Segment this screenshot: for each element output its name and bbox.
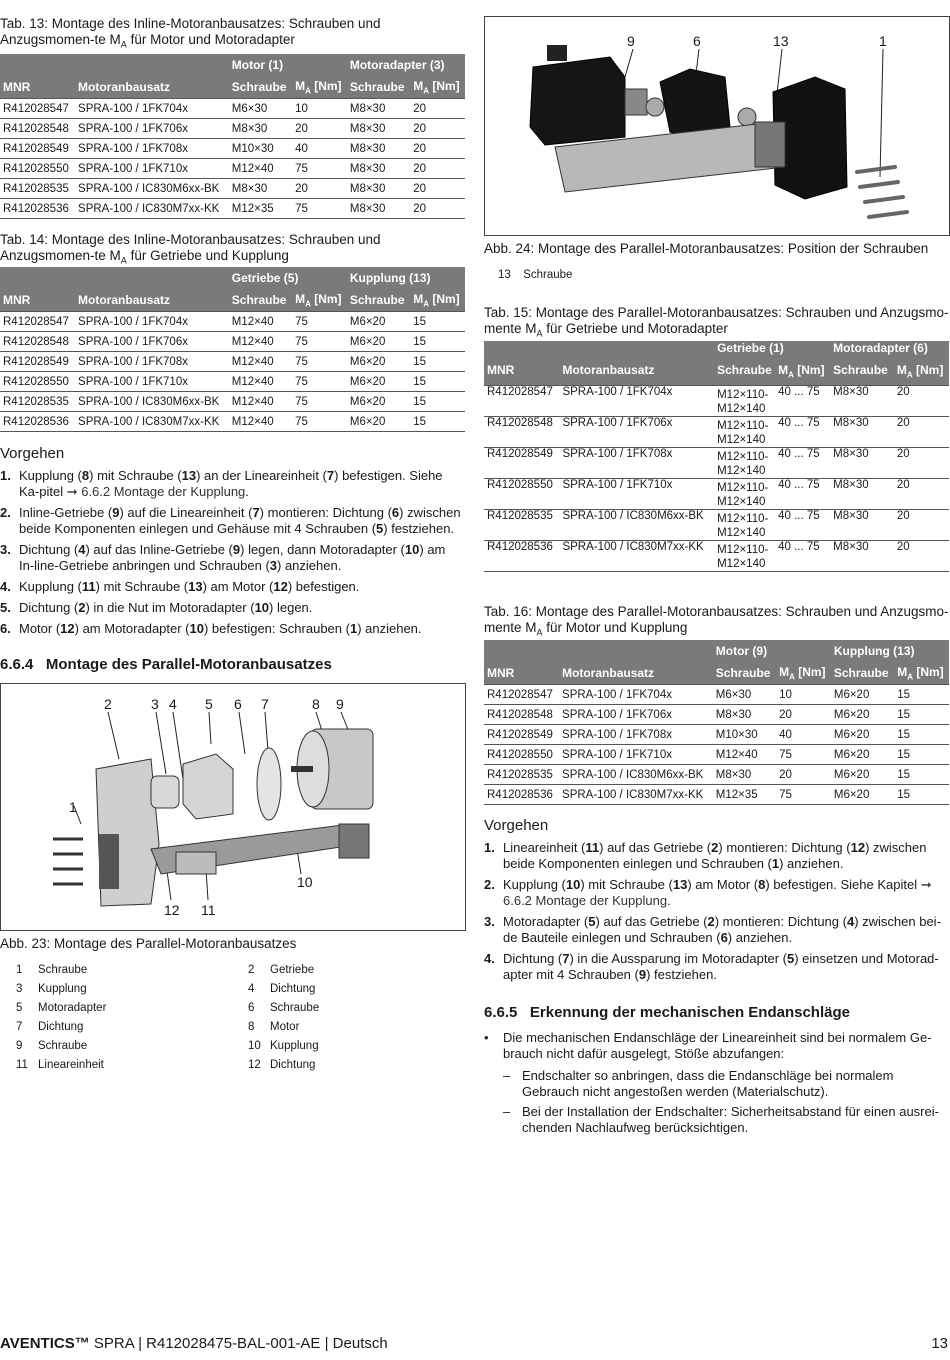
table-cell: SPRA-100 / 1FK710x	[559, 479, 714, 510]
table-row	[0, 119, 465, 139]
table-cell: R412028547	[0, 312, 75, 332]
legend-text: Schraube	[523, 269, 573, 281]
procedure-step: 4. Kupplung (11) mit Schraube (13) am Motor (12) befestigen.	[0, 579, 360, 594]
table-cell: 15	[410, 392, 465, 412]
table-cell: 20	[410, 159, 465, 179]
table-cell: M6×20	[831, 765, 894, 785]
table-cell: R412028535	[484, 765, 559, 785]
table-cell: M12×35	[229, 199, 292, 219]
table-cell: SPRA-100 / 1FK704x	[75, 312, 229, 332]
table-cell: SPRA-100 / 1FK706x	[75, 119, 229, 139]
table-cell: R412028549	[0, 352, 75, 372]
table-cell: R412028550	[0, 159, 75, 179]
table-cell: M12×40	[229, 412, 292, 432]
table-cell: 20	[410, 179, 465, 199]
table-cell: 40 ... 75	[775, 448, 830, 479]
table-cell: M12×40	[229, 392, 292, 412]
table-cell: R412028547	[484, 685, 559, 705]
table-row	[484, 541, 949, 572]
table-row	[0, 312, 465, 332]
table-cell: R412028536	[0, 412, 75, 432]
table-cell: M6×20	[347, 412, 410, 432]
column-header: Schraube	[349, 80, 405, 94]
vorgehen-heading: Vorgehen	[484, 817, 549, 834]
legend-item: 12 Dichtung	[248, 1059, 316, 1071]
table-cell: M8×30	[347, 159, 410, 179]
section-heading-665: 6.6.5 Erkennung der mechanischen Endanschläge	[484, 1004, 850, 1021]
column-header: Schraube	[715, 666, 771, 680]
table-cell: M8×30	[347, 119, 410, 139]
table-cell: R412028535	[0, 179, 75, 199]
table-cell: 15	[894, 725, 949, 745]
table-cell: M6×20	[347, 332, 410, 352]
table-cell: R412028550	[0, 372, 75, 392]
column-header: Schraube	[833, 666, 889, 680]
column-header: $M_A$ [Nm]	[896, 363, 944, 380]
table-cell: 75	[292, 412, 347, 432]
table-cell: 15	[894, 705, 949, 725]
brand-name: AVENTICS™	[0, 1335, 90, 1352]
table-cell: M6×20	[831, 785, 894, 805]
table-cell: M10×30	[229, 139, 292, 159]
table-cell: M8×30	[830, 541, 894, 572]
legend-item: 7 Dichtung	[16, 1021, 84, 1033]
procedure-step: 6. Motor (12) am Motoradapter (10) befestigen: Schrauben (1) anziehen.	[0, 621, 422, 636]
table-row	[484, 725, 949, 745]
table-cell: M8×30	[347, 99, 410, 119]
table-cell: M8×30	[713, 765, 776, 785]
callout-number: 4	[169, 696, 177, 712]
table-cell: 20	[894, 510, 949, 541]
column-header: MNR	[487, 666, 515, 680]
procedure-step: 3. Motoradapter (5) auf das Getriebe (2) montieren: Dichtung (4) zwischen bei-de Bauteile einlegen und Schrauben (6) anziehen.	[484, 914, 941, 945]
legend-item: 6 Schraube	[248, 1002, 320, 1014]
table-row	[484, 765, 949, 785]
fig23-legend	[16, 964, 456, 1074]
table-row	[484, 448, 949, 479]
table-cell: 15	[410, 352, 465, 372]
table-cell: M12×40	[713, 745, 776, 765]
fig23-caption: Abb. 23: Montage des Parallel-Motoranbausatzes	[0, 936, 297, 951]
column-header: MNR	[3, 293, 31, 307]
table-row	[484, 417, 949, 448]
callout-number: 12	[164, 902, 180, 918]
table-cell: 20	[410, 99, 465, 119]
table-cell: 40 ... 75	[775, 417, 830, 448]
procedure-step: 1. Lineareinheit (11) auf das Getriebe (2) montieren: Dichtung (12) zwischen beide Komponenten einlegen und Schrauben (1) anziehen.	[484, 840, 927, 871]
legend-item: 10 Kupplung	[248, 1040, 319, 1052]
table-cell: 20	[894, 479, 949, 510]
table-row	[0, 179, 465, 199]
callout-number: 11	[201, 902, 216, 918]
table-row	[0, 352, 465, 372]
table-cell: SPRA-100 / 1FK708x	[75, 352, 229, 372]
legend-item: 3 Kupplung	[16, 983, 87, 995]
table-cell: SPRA-100 / IC830M6xx-BK	[75, 392, 229, 412]
table-cell: SPRA-100 / IC830M6xx-BK	[559, 510, 714, 541]
page-footer	[0, 1335, 950, 1352]
legend-item: 9 Schraube	[16, 1040, 88, 1052]
table-cell: R412028549	[0, 139, 75, 159]
legend-item: 4 Dichtung	[248, 983, 316, 995]
table-cell: SPRA-100 / IC830M7xx-KK	[75, 199, 229, 219]
table-row	[0, 392, 465, 412]
table-cell: 20	[776, 765, 831, 785]
figure-23	[0, 683, 466, 931]
screw-position-drawing	[485, 17, 949, 235]
table-cell: R412028536	[484, 541, 559, 572]
table-cell: SPRA-100 / 1FK710x	[559, 745, 713, 765]
table-row	[0, 372, 465, 392]
column-header: Motoranbausatz	[562, 363, 655, 377]
table-row	[0, 332, 465, 352]
table-cell: M8×30	[830, 417, 894, 448]
table-cell: 75	[292, 392, 347, 412]
table-cell: 15	[410, 332, 465, 352]
table-row	[0, 412, 465, 432]
table-cell: M12×110-M12×140	[714, 448, 775, 479]
table-cell: M8×30	[830, 510, 894, 541]
table-cell: M6×20	[347, 372, 410, 392]
table-cell: 40 ... 75	[775, 510, 830, 541]
tab14-table: Getriebe (5) Kupplung (13) MNR Motoranbausatz Schraube $M_A$ [Nm] Schraube $M_A$ [Nm] R412028547 SPRA-100 / 1FK704x M12×40 75 M6×20 15 R412028548 SPRA-100 / 1FK706x M12×40 75 M6×20 15 R412028549 SPRA-100 / 1FK708x M12×40 75 M6×20 15 R412028550 SPRA-100 / 1FK710x M12×40 75 M6×20 15 R412028535 SPRA-100 / IC830M6xx-BK M12×40 75 M6×20 15 R412028536 SPRA-100 / IC830M7xx-KK M12×40 75 M6×20 15	[0, 267, 465, 432]
fig24-legend	[498, 269, 572, 281]
table-cell: 40	[776, 725, 831, 745]
tab16-caption: Tab. 16: Montage des Parallel-Motoranbausatzes: Schrauben und Anzugsmo-mente $M_A$ für Motor und Kupplung	[484, 604, 949, 638]
tab14-caption: Tab. 14: Montage des Inline-Motoranbausatzes: Schrauben und Anzugsmomen-te $M_A$ für Getriebe und Kupplung	[0, 232, 381, 266]
table-cell: 75	[292, 159, 347, 179]
callout-number: 6	[234, 696, 242, 712]
table-cell: 20	[410, 199, 465, 219]
dash-item: – Endschalter so anbringen, dass die Endanschläge bei normalem Gebrauch nicht angestoßen werden (Materialschutz).	[503, 1068, 894, 1099]
callout-number: 3	[151, 696, 159, 712]
table-cell: M12×40	[229, 372, 292, 392]
column-header: Motoranbausatz	[562, 666, 655, 680]
table-cell: M8×30	[229, 119, 292, 139]
table-cell: 75	[776, 785, 831, 805]
table-cell: 10	[292, 99, 347, 119]
column-header: $M_A$ [Nm]	[897, 664, 944, 682]
table-row	[0, 139, 465, 159]
legend-item: 2 Getriebe	[248, 964, 315, 976]
table-cell: SPRA-100 / IC830M7xx-KK	[559, 785, 713, 805]
table-cell: M8×30	[830, 479, 894, 510]
table-cell: M6×20	[831, 745, 894, 765]
section-heading-664: 6.6.4 Montage des Parallel-Motoranbausatzes	[0, 656, 332, 673]
table-cell: 15	[894, 785, 949, 805]
table-cell: 20	[776, 705, 831, 725]
table-cell: M6×20	[347, 352, 410, 372]
table-cell: M6×30	[713, 685, 776, 705]
table-cell: M6×20	[347, 392, 410, 412]
table-row	[0, 99, 465, 119]
table-cell: SPRA-100 / IC830M7xx-KK	[75, 412, 229, 432]
table-cell: SPRA-100 / 1FK704x	[559, 386, 714, 417]
table-row	[484, 510, 949, 541]
legend-item: 8 Motor	[248, 1021, 300, 1033]
table-cell: M8×30	[347, 179, 410, 199]
table-cell: M8×30	[830, 386, 894, 417]
table-cell: SPRA-100 / IC830M6xx-BK	[75, 179, 229, 199]
table-cell: R412028550	[484, 479, 559, 510]
callout-number: 2	[104, 696, 112, 712]
table-row	[0, 159, 465, 179]
table-cell: 40 ... 75	[775, 541, 830, 572]
procedure-steps	[484, 840, 946, 988]
column-header: MNR	[3, 80, 31, 94]
table-cell: M12×40	[229, 312, 292, 332]
bullet-item: • Die mechanischen Endanschläge der Lineareinheit sind bei normalem Ge-brauch nicht dafür ausgelegt, Stöße abzufangen: – Endschalter so anbringen, dass die Endanschläge bei normalem Gebrauch nicht angestoßen werden (Materialschutz). – Bei der Installation der Endschalter: Sicherheitsabstand für einen ausrei-chenden Nachlaufweg berücksichtigen.	[484, 1030, 946, 1136]
table-cell: SPRA-100 / 1FK706x	[559, 417, 714, 448]
callout-number: 7	[261, 696, 269, 712]
table-cell: 20	[894, 386, 949, 417]
table-cell: M12×110-M12×140	[714, 541, 775, 572]
column-header: MNR	[487, 363, 515, 377]
table-cell: 10	[776, 685, 831, 705]
callout-number: 6	[693, 33, 701, 49]
callout-number: 5	[205, 696, 213, 712]
table-cell: M6×20	[831, 725, 894, 745]
table-cell: M6×30	[229, 99, 292, 119]
table-cell: 20	[894, 417, 949, 448]
table-cell: M12×110-M12×140	[714, 386, 775, 417]
callout-number: 9	[336, 696, 344, 712]
column-header: $M_A$ [Nm]	[413, 291, 460, 309]
table-cell: 15	[410, 312, 465, 332]
table-cell: SPRA-100 / 1FK708x	[559, 448, 714, 479]
table-cell: R412028536	[484, 785, 559, 805]
table-cell: M12×110-M12×140	[714, 510, 775, 541]
table-cell: M12×110-M12×140	[714, 479, 775, 510]
table-cell: R412028535	[484, 510, 559, 541]
column-header: $M_A$ [Nm]	[778, 363, 825, 380]
table-cell: M12×40	[229, 332, 292, 352]
column-header: Schraube	[717, 363, 772, 377]
table-cell: M8×30	[713, 705, 776, 725]
column-header: Schraube	[231, 80, 287, 94]
table-cell: 40	[292, 139, 347, 159]
table-cell: M8×30	[229, 179, 292, 199]
tab13-caption: Tab. 13: Montage des Inline-Motoranbausatzes: Schrauben und Anzugsmomen-te $M_A$ für Motor und Motoradapter	[0, 16, 381, 50]
table-cell: M6×20	[831, 685, 894, 705]
callout-number: 8	[312, 696, 320, 712]
column-header: $M_A$ [Nm]	[295, 78, 342, 96]
table-cell: R412028548	[484, 705, 559, 725]
table-cell: R412028549	[484, 725, 559, 745]
tab16-table: Motor (9) Kupplung (13) MNR Motoranbausatz Schraube $M_A$ [Nm] Schraube $M_A$ [Nm] R412028547 SPRA-100 / 1FK704x M6×30 10 M6×20 15 R412028548 SPRA-100 / 1FK706x M8×30 20 M6×20 15 R412028549 SPRA-100 / 1FK708x M10×30 40 M6×20 15 R412028550 SPRA-100 / 1FK710x M12×40 75 M6×20 15 R412028535 SPRA-100 / IC830M6xx-BK M8×30 20 M6×20 15 R412028536 SPRA-100 / IC830M7xx-KK M12×35 75 M6×20 15	[484, 640, 949, 805]
table-cell: R412028549	[484, 448, 559, 479]
table-cell: R412028547	[0, 99, 75, 119]
table-row	[484, 685, 949, 705]
table-cell: 40 ... 75	[775, 479, 830, 510]
table-cell: 40 ... 75	[775, 386, 830, 417]
callout-number: 9	[627, 33, 635, 49]
table-cell: 75	[292, 352, 347, 372]
table-cell: M6×20	[347, 312, 410, 332]
table-cell: SPRA-100 / IC830M6xx-BK	[559, 765, 713, 785]
table-row	[484, 745, 949, 765]
table-cell: 75	[292, 312, 347, 332]
table-row	[484, 785, 949, 805]
table-cell: 15	[410, 372, 465, 392]
table-cell: 15	[894, 745, 949, 765]
column-header: $M_A$ [Nm]	[413, 78, 460, 96]
table-cell: R412028536	[0, 199, 75, 219]
table-cell: SPRA-100 / 1FK704x	[75, 99, 229, 119]
table-cell: R412028548	[0, 332, 75, 352]
table-cell: M12×40	[229, 159, 292, 179]
legend-item: 11 Lineareinheit	[16, 1059, 104, 1071]
chapter-link[interactable]: ➞ 6.6.2 Montage der Kupplung	[66, 484, 246, 499]
table-cell: M8×30	[347, 199, 410, 219]
legend-item: 1 Schraube	[16, 964, 88, 976]
procedure-step: 4. Dichtung (7) in die Aussparung im Motoradapter (5) einsetzen und Motorad-apter mit 4 Schrauben (9) festziehen.	[484, 951, 939, 982]
table-cell: R412028547	[484, 386, 559, 417]
table-cell: SPRA-100 / 1FK708x	[75, 139, 229, 159]
column-header: Schraube	[231, 293, 287, 307]
column-header: Schraube	[349, 293, 405, 307]
table-cell: M6×20	[831, 705, 894, 725]
table-row	[484, 705, 949, 725]
table-row	[484, 479, 949, 510]
fig24-caption: Abb. 24: Montage des Parallel-Motoranbausatzes: Position der Schrauben	[484, 241, 929, 256]
procedure-step: 5. Dichtung (2) in die Nut im Motoradapter (10) legen.	[0, 600, 313, 615]
procedure-step: 2. Kupplung (10) mit Schraube (13) am Motor (8) befestigen. Siehe Kapitel ➞ 6.6.2 Montage der Kupplung.	[484, 877, 932, 908]
tab15-caption: Tab. 15: Montage des Parallel-Motoranbausatzes: Schrauben und Anzugsmo-mente $M_A$ für Getriebe und Motoradapter	[484, 305, 949, 339]
table-cell: 75	[292, 332, 347, 352]
table-cell: 15	[410, 412, 465, 432]
callout-number: 1	[879, 33, 887, 49]
tab13-table: Motor (1) Motoradapter (3) MNR Motoranbausatz Schraube $M_A$ [Nm] Schraube $M_A$ [Nm] R412028547 SPRA-100 / 1FK704x M6×30 10 M8×30 20 R412028548 SPRA-100 / 1FK706x M8×30 20 M8×30 20 R412028549 SPRA-100 / 1FK708x M10×30 40 M8×30 20 R412028550 SPRA-100 / 1FK710x M12×40 75 M8×30 20 R412028535 SPRA-100 / IC830M6xx-BK M8×30 20 M8×30 20 R412028536 SPRA-100 / IC830M7xx-KK M12×35 75 M8×30 20	[0, 54, 465, 219]
column-header: $M_A$ [Nm]	[295, 291, 342, 309]
callout-number: 10	[297, 874, 313, 890]
column-header: $M_A$ [Nm]	[779, 664, 826, 682]
table-cell: 75	[292, 199, 347, 219]
table-cell: 75	[776, 745, 831, 765]
legend-item: 5 Motoradapter	[16, 1002, 107, 1014]
procedure-step: 3. Dichtung (4) auf das Inline-Getriebe (9) legen, dann Motoradapter (10) am In-line-Getriebe anbringen und Schrauben (3) anziehen.	[0, 542, 446, 573]
table-cell: M8×30	[347, 139, 410, 159]
callout-number: 13	[773, 33, 789, 49]
procedure-step: 2. Inline-Getriebe (9) auf die Lineareinheit (7) montieren: Dichtung (6) zwischen beide Komponenten einlegen und Gehäuse mit 4 Schrauben (5) festziehen.	[0, 505, 461, 536]
table-cell: M12×40	[229, 352, 292, 372]
dash-item: – Bei der Installation der Endschalter: Sicherheitsabstand für einen ausrei-chenden Nachlaufweg berücksichtigen.	[503, 1104, 939, 1135]
table-cell: R412028550	[484, 745, 559, 765]
endstop-bullets	[484, 1030, 946, 1140]
vorgehen-heading: Vorgehen	[0, 445, 65, 462]
column-header: Motoranbausatz	[78, 80, 171, 94]
table-row	[0, 199, 465, 219]
table-cell: M8×30	[830, 448, 894, 479]
table-cell: SPRA-100 / 1FK706x	[75, 332, 229, 352]
table-cell: SPRA-100 / 1FK704x	[559, 685, 713, 705]
table-cell: 20	[292, 119, 347, 139]
table-cell: 20	[894, 541, 949, 572]
page-number: 13	[931, 1335, 948, 1352]
table-cell: SPRA-100 / 1FK708x	[559, 725, 713, 745]
footer-doc-info: SPRA | R412028475-BAL-001-AE | Deutsch	[89, 1335, 388, 1352]
table-cell: SPRA-100 / 1FK710x	[75, 372, 229, 392]
table-cell: 20	[894, 448, 949, 479]
table-cell: R412028548	[484, 417, 559, 448]
table-cell: 20	[410, 139, 465, 159]
table-cell: 15	[894, 685, 949, 705]
procedure-steps	[0, 468, 462, 642]
table-cell: 75	[292, 372, 347, 392]
table-cell: M12×110-M12×140	[714, 417, 775, 448]
table-cell: SPRA-100 / IC830M7xx-KK	[559, 541, 714, 572]
figure-24	[484, 16, 950, 236]
callout-number: 1	[69, 799, 77, 815]
chapter-link[interactable]: ➞ 6.6.2 Montage der Kupplung	[503, 877, 932, 908]
table-cell: 15	[894, 765, 949, 785]
table-cell: 20	[410, 119, 465, 139]
table-cell: R412028535	[0, 392, 75, 412]
table-row	[484, 386, 949, 417]
table-cell: M12×35	[713, 785, 776, 805]
table-cell: M10×30	[713, 725, 776, 745]
column-header: Schraube	[833, 363, 888, 377]
legend-number: 13	[498, 269, 511, 281]
table-cell: SPRA-100 / 1FK710x	[75, 159, 229, 179]
table-cell: 20	[292, 179, 347, 199]
tab15-table: Getriebe (1) Motoradapter (6) MNR Motoranbausatz Schraube $M_A$ [Nm] Schraube $M_A$ [Nm] R412028547 SPRA-100 / 1FK704x M12×110-M12×140 40 ... 75 M8×30 20 R412028548 SPRA-100 / 1FK706x M12×110-M12×140 40 ... 75 M8×30 20 R412028549 SPRA-100 / 1FK708x M12×110-M12×140 40 ... 75 M8×30 20 R412028550 SPRA-100 / 1FK710x M12×110-M12×140 40 ... 75 M8×30 20 R412028535 SPRA-100 / IC830M6xx-BK M12×110-M12×140 40 ... 75 M8×30 20 R412028536 SPRA-100 / IC830M7xx-KK M12×110-M12×140 40 ... 75 M8×30 20	[484, 341, 949, 572]
table-cell: SPRA-100 / 1FK706x	[559, 705, 713, 725]
procedure-step: 1. Kupplung (8) mit Schraube (13) an der Lineareinheit (7) befestigen. Siehe Ka-pitel ➞ 6.6.2 Montage der Kupplung.	[0, 468, 443, 499]
table-cell: R412028548	[0, 119, 75, 139]
column-header: Motoranbausatz	[78, 293, 171, 307]
